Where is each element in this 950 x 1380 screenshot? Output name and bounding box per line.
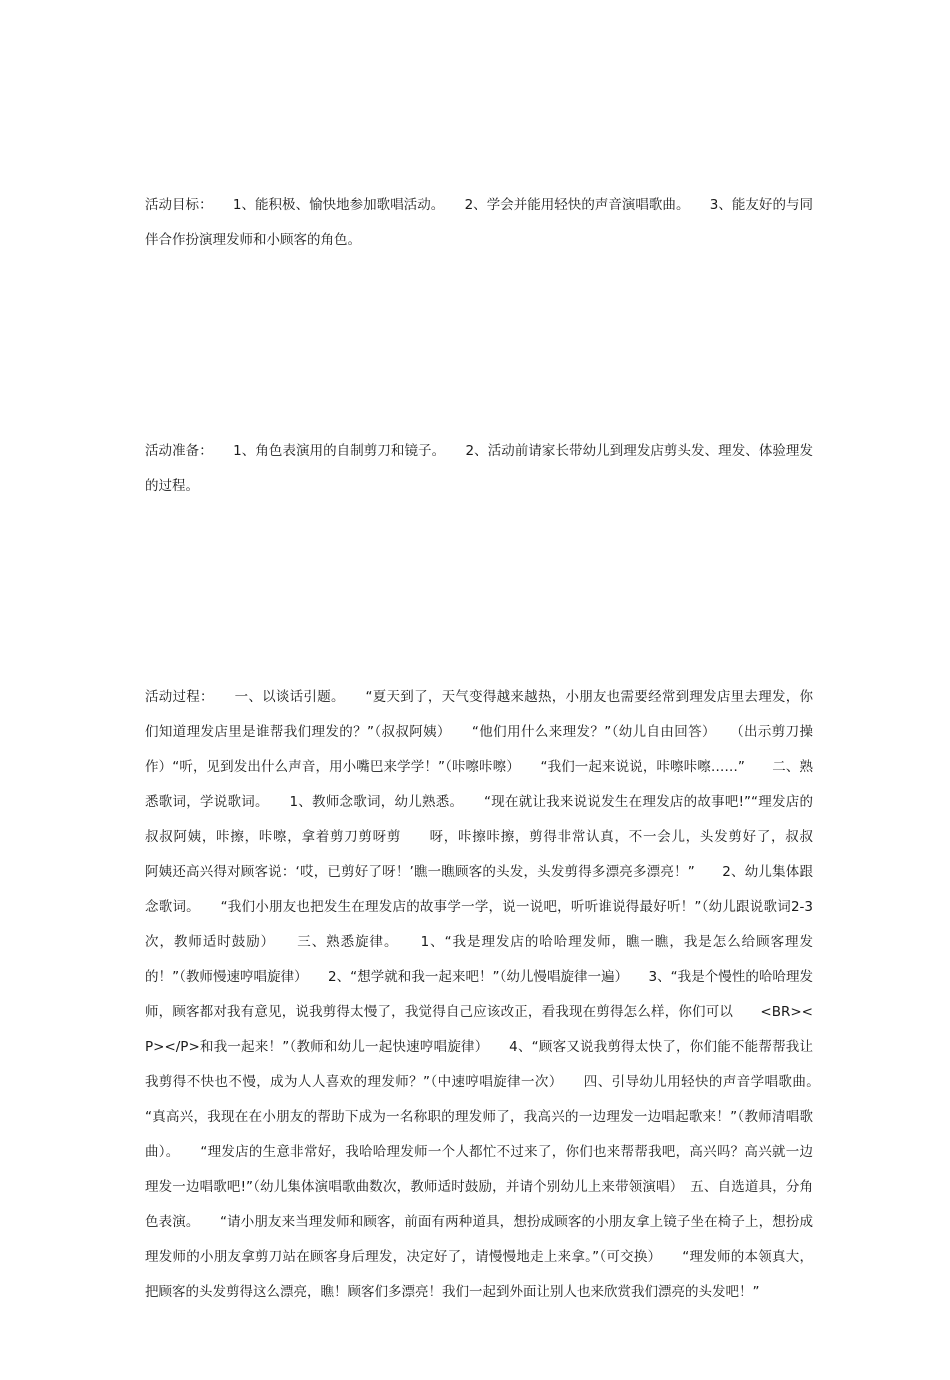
activity-goals-paragraph: 活动目标： 1、能积极、愉快地参加歌唱活动。 2、学会并能用轻快的声音演唱歌曲。 3、能友好的与同伴合作扮演理发师和小顾客的角色。 [145,197,813,248]
document-body [145,118,840,1380]
paragraph-spacer [145,574,813,610]
activity-preparation-paragraph: 活动准备： 1、角色表演用的自制剪刀和镜子。 2、活动前请家长带幼儿到理发店剪头发、理发、体验理发的过程。 [145,443,813,494]
activity-process-paragraph: 活动过程： 一、以谈话引题。 “夏天到了，天气变得越来越热，小朋友也需要经常到理发店里去理发，你们知道理发店里是谁帮我们理发的？”（叔叔阿姨） “他们用什么来理发？”（幼儿自由回答） （出示剪刀操作）“听，见到发出什么声音，用小嘴巴来学学！”（咔嚓咔嚓） “我们一起来说说，咔嚓咔嚓……” 二、熟悉歌词，学说歌词。 1、教师念歌词，幼儿熟悉。 “现在就让我来说说发生在理发店的故事吧!”“理发店的叔叔阿姨，咔擦，咔嚓，拿着剪刀剪呀剪 呀，咔擦咔擦，剪得非常认真，不一会儿，头发剪好了，叔叔 阿姨还高兴得对顾客说：‘哎，已剪好了呀！’瞧一瞧顾客的头发，头发剪得多漂亮多漂亮！” 2、幼儿集体跟念歌词。 “我们小朋友也把发生在理发店的故事学一学，说一说吧，听听谁说得最好听！”（幼儿跟说歌词2-3次，教师适时鼓励） 三、熟悉旋律。 1、“我是理发店的哈哈理发师，瞧一瞧，我是怎么给顾客理发的！”（教师慢速哼唱旋律） 2、“想学就和我一起来吧！”（幼儿慢唱旋律一遍） 3、“我是个慢性的哈哈理发师，顾客都对我有意见，说我剪得太慢了，我觉得自己应该改正，看我现在剪得怎么样，你们可以 <BR><P></P>和我一起来！”（教师和幼儿一起快速哼唱旋律） 4、“顾客又说我剪得太快了，你们能不能帮帮我让我剪得不快也不慢，成为人人喜欢的理发师？”（中速哼唱旋律一次） 四、引导幼儿用轻快的声音学唱歌曲。 “真高兴，我现在在小朋友的帮助下成为一名称职的理发师了，我高兴的一边理发一边唱起歌来！”（教师清唱歌曲）。 “理发店的生意非常好，我哈哈理发师一个人都忙不过来了，你们也来帮帮我吧，高兴吗？高兴就一边理发一边唱歌吧!”（幼儿集体演唱歌曲数次，教师适时鼓励，并请个别幼儿上来带领演唱） 五、自选道具，分角色表演。 “请小朋友来当理发师和顾客，前面有两种道具，想扮成顾客的小朋友拿上镜子坐在椅子上，想扮成理发师的小朋友拿剪刀站在顾客身后理发，决定好了，请慢慢地走上来拿。”（可交换） “理发师的本领真大，把顾客的头发剪得这么漂亮，瞧！顾客们多漂亮！我们一起到外面让别人也来欣赏我们漂亮的头发吧！” [145,689,840,1300]
paragraph-spacer [145,328,813,364]
